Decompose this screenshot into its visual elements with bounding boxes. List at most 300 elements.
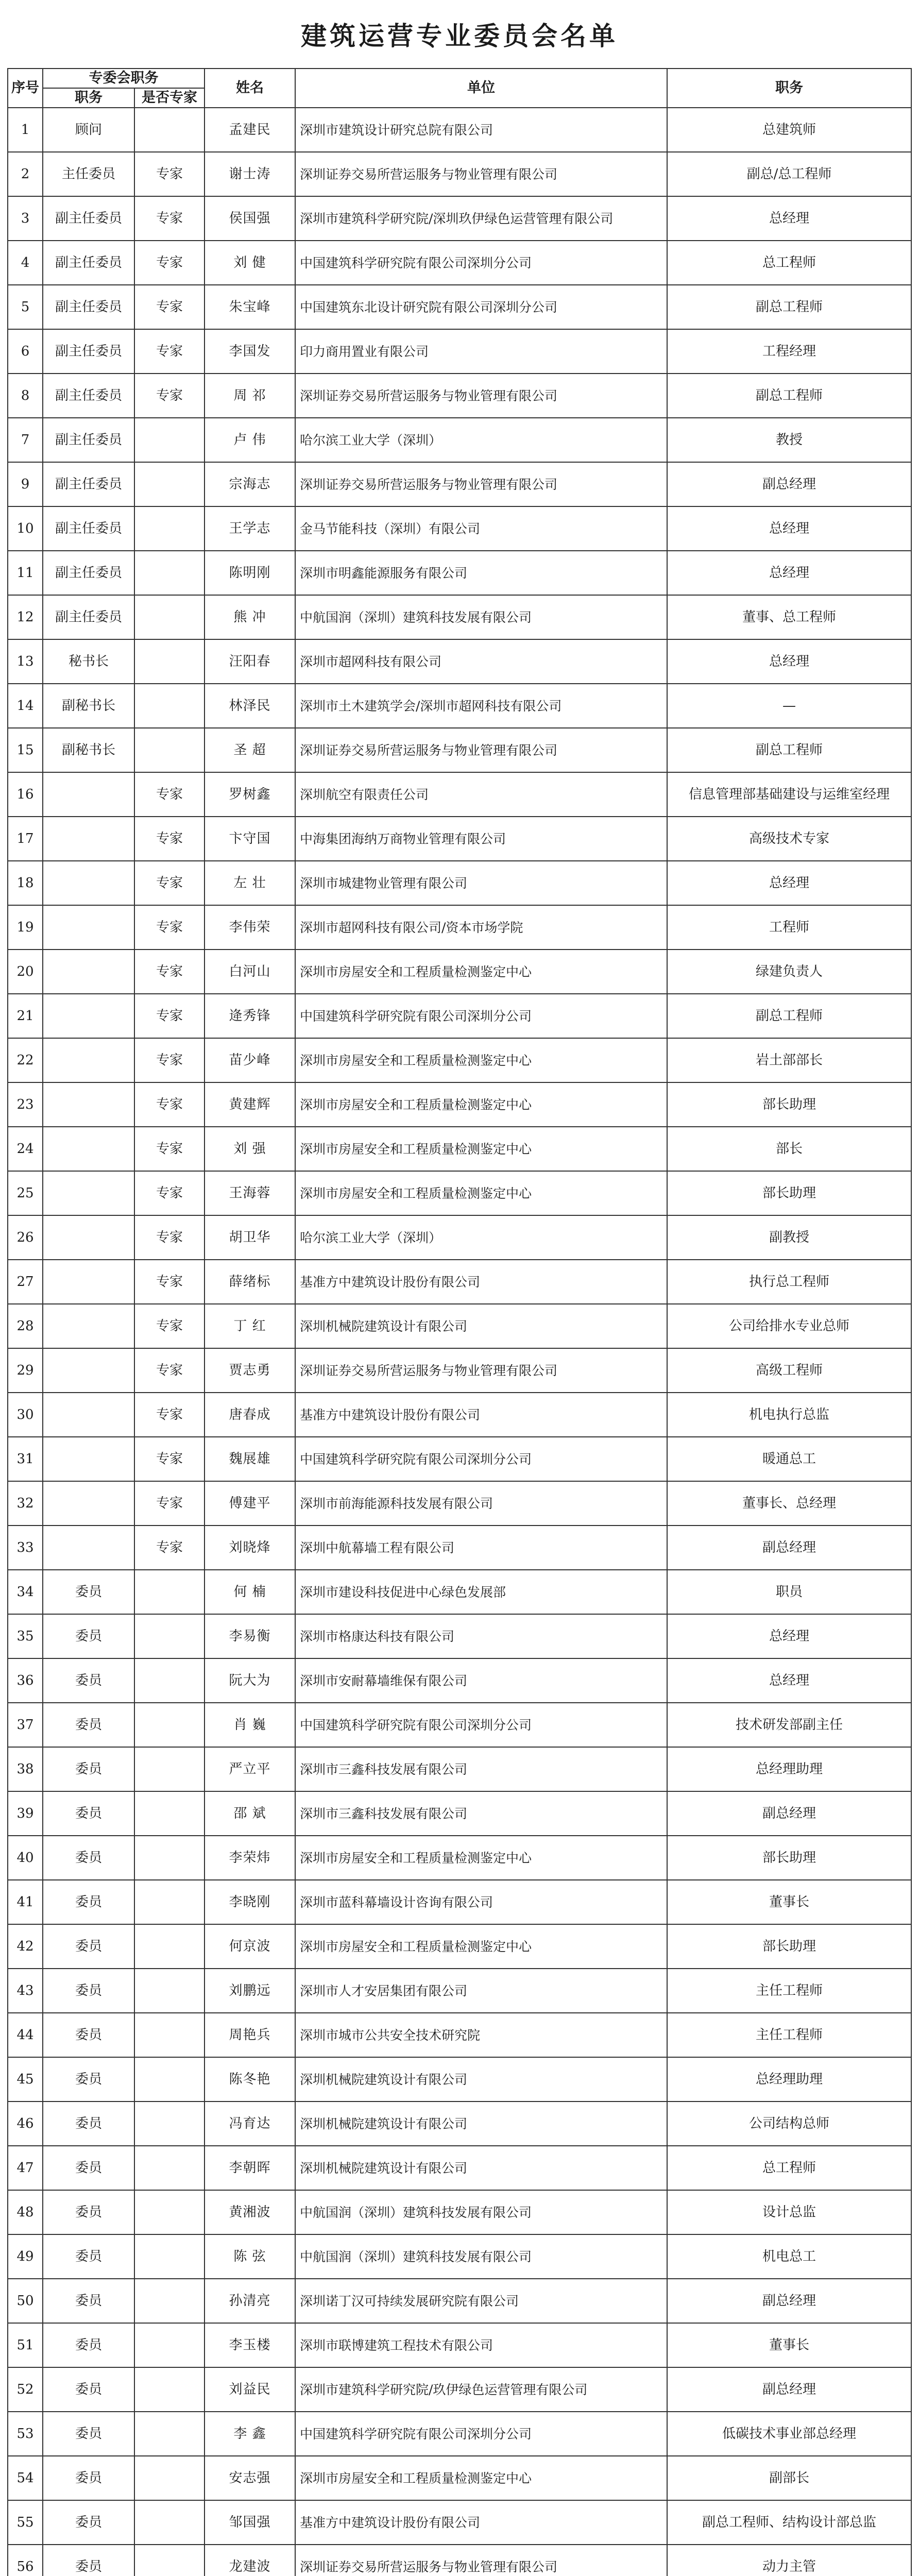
member-position: 部长助理 — [667, 1836, 911, 1880]
member-name: 胡卫华 — [205, 1215, 295, 1260]
table-row — [8, 506, 911, 551]
member-position: 副总经理 — [667, 2279, 911, 2323]
member-unit: 深圳市三鑫科技发展有限公司 — [295, 1791, 667, 1836]
member-unit: 深圳市建筑设计研究总院有限公司 — [295, 108, 667, 152]
table-row — [8, 1127, 911, 1171]
member-name: 薛绪标 — [205, 1260, 295, 1304]
expert-flag: 专家 — [134, 1304, 205, 1348]
member-unit: 深圳诺丁汉可持续发展研究院有限公司 — [295, 2279, 667, 2323]
table-row — [8, 2279, 911, 2323]
row-number: 53 — [8, 2412, 43, 2456]
member-unit: 哈尔滨工业大学（深圳） — [295, 418, 667, 462]
member-name: 李玉楼 — [205, 2323, 295, 2367]
expert-flag: 专家 — [134, 817, 205, 861]
member-position: 主任工程师 — [667, 1969, 911, 2013]
member-name: 贾志勇 — [205, 1348, 295, 1393]
member-position: 总经理 — [667, 639, 911, 684]
member-position: 技术研发部副主任 — [667, 1703, 911, 1747]
expert-flag — [134, 2057, 205, 2102]
committee-role: 委员 — [43, 2323, 134, 2367]
member-unit: 深圳市房屋安全和工程质量检测鉴定中心 — [295, 1171, 667, 1215]
expert-flag — [134, 2412, 205, 2456]
expert-flag: 专家 — [134, 950, 205, 994]
member-name: 邵 斌 — [205, 1791, 295, 1836]
committee-role — [43, 772, 134, 817]
member-position: 董事长、总经理 — [667, 1481, 911, 1526]
member-unit: 深圳证券交易所营运服务与物业管理有限公司 — [295, 374, 667, 418]
member-position: 动力主管 — [667, 2545, 911, 2576]
member-position: 副总经理 — [667, 1526, 911, 1570]
document-title: 建筑运营专业委员会名单 — [301, 21, 618, 51]
row-number: 29 — [8, 1348, 43, 1393]
committee-role — [43, 1082, 134, 1127]
member-unit: 基准方中建筑设计股份有限公司 — [295, 1393, 667, 1437]
expert-flag: 专家 — [134, 374, 205, 418]
committee-role: 副主任委员 — [43, 241, 134, 285]
row-number: 7 — [8, 418, 43, 462]
member-position: 机电执行总监 — [667, 1393, 911, 1437]
row-number: 10 — [8, 506, 43, 551]
table-row — [8, 1481, 911, 1526]
table-row — [8, 684, 911, 728]
committee-role: 委员 — [43, 2234, 134, 2279]
table-row — [8, 329, 911, 374]
table-row — [8, 108, 911, 152]
expert-flag — [134, 2013, 205, 2057]
committee-role: 委员 — [43, 2367, 134, 2412]
member-name: 刘 健 — [205, 241, 295, 285]
row-number: 37 — [8, 1703, 43, 1747]
member-position: 主任工程师 — [667, 2013, 911, 2057]
row-number: 30 — [8, 1393, 43, 1437]
expert-flag — [134, 728, 205, 772]
committee-role: 委员 — [43, 2190, 134, 2234]
table-row — [8, 1215, 911, 1260]
expert-flag: 专家 — [134, 1171, 205, 1215]
table-row — [8, 1614, 911, 1658]
table-row — [8, 2500, 911, 2545]
table-row — [8, 905, 911, 950]
member-position: 副总工程师 — [667, 374, 911, 418]
row-number: 26 — [8, 1215, 43, 1260]
member-unit: 中海集团海纳万商物业管理有限公司 — [295, 817, 667, 861]
member-position: 执行总工程师 — [667, 1260, 911, 1304]
row-number: 50 — [8, 2279, 43, 2323]
committee-role: 委员 — [43, 2500, 134, 2545]
committee-role: 委员 — [43, 1570, 134, 1614]
member-position: 公司给排水专业总师 — [667, 1304, 911, 1348]
member-unit: 深圳航空有限责任公司 — [295, 772, 667, 817]
member-unit: 基准方中建筑设计股份有限公司 — [295, 2500, 667, 2545]
committee-role: 委员 — [43, 2279, 134, 2323]
member-unit: 深圳市人才安居集团有限公司 — [295, 1969, 667, 2013]
committee-role: 副主任委员 — [43, 374, 134, 418]
member-unit: 中航国润（深圳）建筑科技发展有限公司 — [295, 595, 667, 639]
committee-role: 主任委员 — [43, 152, 134, 196]
committee-role: 副主任委员 — [43, 462, 134, 506]
committee-role — [43, 1171, 134, 1215]
expert-flag — [134, 1969, 205, 2013]
expert-flag — [134, 2146, 205, 2190]
row-number: 28 — [8, 1304, 43, 1348]
member-unit: 深圳市建筑科学研究院/深圳玖伊绿色运营管理有限公司 — [295, 196, 667, 241]
member-position: 总经理 — [667, 1658, 911, 1703]
member-name: 何 楠 — [205, 1570, 295, 1614]
member-name: 汪阳春 — [205, 639, 295, 684]
expert-flag — [134, 2323, 205, 2367]
row-number: 47 — [8, 2146, 43, 2190]
row-number: 9 — [8, 462, 43, 506]
member-name: 李 鑫 — [205, 2412, 295, 2456]
member-name: 李朝晖 — [205, 2146, 295, 2190]
member-position: 副总工程师 — [667, 728, 911, 772]
member-unit: 深圳市明鑫能源服务有限公司 — [295, 551, 667, 595]
member-unit: 深圳机械院建筑设计有限公司 — [295, 2057, 667, 2102]
member-position: 副总经理 — [667, 462, 911, 506]
committee-role: 委员 — [43, 1703, 134, 1747]
member-unit: 深圳市房屋安全和工程质量检测鉴定中心 — [295, 2456, 667, 2500]
member-unit: 深圳证券交易所营运服务与物业管理有限公司 — [295, 2545, 667, 2576]
member-position: 总经理助理 — [667, 1747, 911, 1791]
row-number: 51 — [8, 2323, 43, 2367]
member-name: 魏展雄 — [205, 1437, 295, 1481]
expert-flag — [134, 2456, 205, 2500]
committee-role: 委员 — [43, 1924, 134, 1969]
member-unit: 深圳市房屋安全和工程质量检测鉴定中心 — [295, 1082, 667, 1127]
member-name: 陈冬艳 — [205, 2057, 295, 2102]
member-name: 李易衡 — [205, 1614, 295, 1658]
member-position: — — [667, 684, 911, 728]
table-row — [8, 994, 911, 1038]
member-unit: 深圳市房屋安全和工程质量检测鉴定中心 — [295, 1924, 667, 1969]
committee-roster-table — [7, 68, 912, 2576]
member-unit: 深圳证券交易所营运服务与物业管理有限公司 — [295, 462, 667, 506]
member-name: 朱宝峰 — [205, 285, 295, 329]
table-row — [8, 2013, 911, 2057]
row-number: 6 — [8, 329, 43, 374]
table-row — [8, 462, 911, 506]
member-name: 李国发 — [205, 329, 295, 374]
expert-flag: 专家 — [134, 772, 205, 817]
member-unit: 深圳市房屋安全和工程质量检测鉴定中心 — [295, 1127, 667, 1171]
table-row — [8, 1260, 911, 1304]
committee-role: 委员 — [43, 1791, 134, 1836]
member-unit: 深圳市三鑫科技发展有限公司 — [295, 1747, 667, 1791]
expert-flag — [134, 2367, 205, 2412]
member-unit: 深圳市格康达科技有限公司 — [295, 1614, 667, 1658]
member-position: 总经理助理 — [667, 2057, 911, 2102]
member-name: 苗少峰 — [205, 1038, 295, 1082]
member-position: 工程师 — [667, 905, 911, 950]
expert-flag: 专家 — [134, 1127, 205, 1171]
table-row — [8, 196, 911, 241]
expert-flag — [134, 1836, 205, 1880]
table-row — [8, 285, 911, 329]
committee-role: 委员 — [43, 2456, 134, 2500]
member-position: 公司结构总师 — [667, 2102, 911, 2146]
expert-flag — [134, 1570, 205, 1614]
row-number: 33 — [8, 1526, 43, 1570]
member-name: 白河山 — [205, 950, 295, 994]
member-unit: 中国建筑科学研究院有限公司深圳分公司 — [295, 1703, 667, 1747]
member-name: 熊 冲 — [205, 595, 295, 639]
member-name: 丁 红 — [205, 1304, 295, 1348]
row-number: 15 — [8, 728, 43, 772]
table-row — [8, 1836, 911, 1880]
row-number: 40 — [8, 1836, 43, 1880]
table-row — [8, 1526, 911, 1570]
member-name: 圣 超 — [205, 728, 295, 772]
member-name: 孟建民 — [205, 108, 295, 152]
expert-flag — [134, 1658, 205, 1703]
expert-flag: 专家 — [134, 285, 205, 329]
member-name: 龙建波 — [205, 2545, 295, 2576]
committee-role: 委员 — [43, 1836, 134, 1880]
table-row — [8, 595, 911, 639]
member-name: 冯育达 — [205, 2102, 295, 2146]
committee-role — [43, 1348, 134, 1393]
member-position: 暖通总工 — [667, 1437, 911, 1481]
member-position: 岩土部部长 — [667, 1038, 911, 1082]
member-position: 副总工程师 — [667, 994, 911, 1038]
member-position: 总经理 — [667, 1614, 911, 1658]
row-number: 18 — [8, 861, 43, 905]
table-row — [8, 2323, 911, 2367]
member-name: 李荣炜 — [205, 1836, 295, 1880]
table-row — [8, 1304, 911, 1348]
member-unit: 深圳市建设科技促进中心绿色发展部 — [295, 1570, 667, 1614]
row-number: 21 — [8, 994, 43, 1038]
expert-flag: 专家 — [134, 1348, 205, 1393]
committee-role — [43, 994, 134, 1038]
member-unit: 中国建筑科学研究院有限公司深圳分公司 — [295, 1437, 667, 1481]
committee-role: 委员 — [43, 2412, 134, 2456]
committee-role — [43, 1526, 134, 1570]
table-row — [8, 2057, 911, 2102]
member-name: 谢士涛 — [205, 152, 295, 196]
row-number: 34 — [8, 1570, 43, 1614]
expert-flag: 专家 — [134, 329, 205, 374]
member-position: 总工程师 — [667, 241, 911, 285]
row-number: 16 — [8, 772, 43, 817]
member-name: 林泽民 — [205, 684, 295, 728]
table-row — [8, 772, 911, 817]
member-unit: 金马节能科技（深圳）有限公司 — [295, 506, 667, 551]
committee-role: 副主任委员 — [43, 418, 134, 462]
member-name: 陈 弦 — [205, 2234, 295, 2279]
member-position: 设计总监 — [667, 2190, 911, 2234]
member-unit: 基准方中建筑设计股份有限公司 — [295, 1260, 667, 1304]
committee-role: 委员 — [43, 2545, 134, 2576]
member-unit: 深圳市城建物业管理有限公司 — [295, 861, 667, 905]
table-row — [8, 1969, 911, 2013]
table-row — [8, 418, 911, 462]
expert-flag — [134, 1791, 205, 1836]
committee-role: 委员 — [43, 2057, 134, 2102]
row-number: 52 — [8, 2367, 43, 2412]
header-position: 职务 — [667, 69, 911, 108]
row-number: 4 — [8, 241, 43, 285]
table-row — [8, 1924, 911, 1969]
table-row — [8, 639, 911, 684]
member-position: 董事长 — [667, 2323, 911, 2367]
table-row — [8, 1747, 911, 1791]
member-unit: 哈尔滨工业大学（深圳） — [295, 1215, 667, 1260]
table-row — [8, 1038, 911, 1082]
row-number: 45 — [8, 2057, 43, 2102]
member-name: 陈明刚 — [205, 551, 295, 595]
table-row — [8, 1703, 911, 1747]
table-row — [8, 1570, 911, 1614]
table-row — [8, 2456, 911, 2500]
expert-flag: 专家 — [134, 241, 205, 285]
expert-flag: 专家 — [134, 196, 205, 241]
member-unit: 深圳中航幕墙工程有限公司 — [295, 1526, 667, 1570]
row-number: 39 — [8, 1791, 43, 1836]
member-unit: 深圳市蓝科幕墙设计咨询有限公司 — [295, 1880, 667, 1924]
row-number: 35 — [8, 1614, 43, 1658]
member-position: 总工程师 — [667, 2146, 911, 2190]
table-row — [8, 1791, 911, 1836]
member-name: 罗树鑫 — [205, 772, 295, 817]
committee-role: 副主任委员 — [43, 285, 134, 329]
member-unit: 深圳市安耐幕墙维保有限公司 — [295, 1658, 667, 1703]
row-number: 1 — [8, 108, 43, 152]
committee-role — [43, 1127, 134, 1171]
roster-body — [8, 108, 911, 2576]
member-position: 职员 — [667, 1570, 911, 1614]
committee-role — [43, 861, 134, 905]
member-unit: 深圳市房屋安全和工程质量检测鉴定中心 — [295, 1038, 667, 1082]
row-number: 46 — [8, 2102, 43, 2146]
table-row — [8, 1393, 911, 1437]
member-name: 卞守国 — [205, 817, 295, 861]
member-name: 刘鹏远 — [205, 1969, 295, 2013]
row-number: 49 — [8, 2234, 43, 2279]
row-number: 19 — [8, 905, 43, 950]
expert-flag: 专家 — [134, 905, 205, 950]
table-row — [8, 1658, 911, 1703]
expert-flag — [134, 684, 205, 728]
member-name: 傅建平 — [205, 1481, 295, 1526]
committee-role: 副主任委员 — [43, 196, 134, 241]
member-name: 王学志 — [205, 506, 295, 551]
member-name: 周艳兵 — [205, 2013, 295, 2057]
committee-role — [43, 905, 134, 950]
committee-role: 委员 — [43, 1969, 134, 2013]
member-position: 总经理 — [667, 506, 911, 551]
expert-flag — [134, 2279, 205, 2323]
committee-role — [43, 1304, 134, 1348]
member-position: 副总/总工程师 — [667, 152, 911, 196]
committee-role: 副秘书长 — [43, 728, 134, 772]
member-position: 总建筑师 — [667, 108, 911, 152]
committee-role — [43, 1481, 134, 1526]
member-name: 严立平 — [205, 1747, 295, 1791]
row-number: 23 — [8, 1082, 43, 1127]
row-number: 2 — [8, 152, 43, 196]
table-row — [8, 2367, 911, 2412]
member-position: 副总工程师、结构设计部总监 — [667, 2500, 911, 2545]
table-row — [8, 1171, 911, 1215]
member-name: 邹国强 — [205, 2500, 295, 2545]
expert-flag: 专家 — [134, 1481, 205, 1526]
member-position: 董事、总工程师 — [667, 595, 911, 639]
member-position: 副教授 — [667, 1215, 911, 1260]
member-position: 绿建负责人 — [667, 950, 911, 994]
expert-flag — [134, 1747, 205, 1791]
member-name: 何京波 — [205, 1924, 295, 1969]
committee-role — [43, 950, 134, 994]
expert-flag — [134, 1614, 205, 1658]
member-position: 副部长 — [667, 2456, 911, 2500]
member-position: 高级技术专家 — [667, 817, 911, 861]
expert-flag: 专家 — [134, 1526, 205, 1570]
expert-flag: 专家 — [134, 861, 205, 905]
row-number: 13 — [8, 639, 43, 684]
expert-flag — [134, 506, 205, 551]
member-name: 肖 巍 — [205, 1703, 295, 1747]
committee-role: 委员 — [43, 1614, 134, 1658]
table-row — [8, 2545, 911, 2576]
committee-role: 秘书长 — [43, 639, 134, 684]
row-number: 54 — [8, 2456, 43, 2500]
member-position: 信息管理部基础建设与运维室经理 — [667, 772, 911, 817]
header-unit: 单位 — [295, 69, 667, 108]
expert-flag: 专家 — [134, 1260, 205, 1304]
member-unit: 深圳市土木建筑学会/深圳市超网科技有限公司 — [295, 684, 667, 728]
committee-role: 副主任委员 — [43, 595, 134, 639]
member-position: 低碳技术事业部总经理 — [667, 2412, 911, 2456]
row-number: 8 — [8, 374, 43, 418]
member-unit: 深圳市房屋安全和工程质量检测鉴定中心 — [295, 1836, 667, 1880]
member-position: 总经理 — [667, 861, 911, 905]
expert-flag: 专家 — [134, 152, 205, 196]
member-position: 工程经理 — [667, 329, 911, 374]
member-position: 机电总工 — [667, 2234, 911, 2279]
header-committee-role-group: 专委会职务 — [43, 69, 205, 88]
expert-flag — [134, 2500, 205, 2545]
member-name: 唐春成 — [205, 1393, 295, 1437]
member-position: 部长助理 — [667, 1924, 911, 1969]
expert-flag: 专家 — [134, 1437, 205, 1481]
member-name: 李伟荣 — [205, 905, 295, 950]
table-row — [8, 551, 911, 595]
table-row — [8, 2146, 911, 2190]
member-position: 总经理 — [667, 196, 911, 241]
member-name: 左 壮 — [205, 861, 295, 905]
member-position: 高级工程师 — [667, 1348, 911, 1393]
table-row — [8, 1348, 911, 1393]
member-position: 部长助理 — [667, 1171, 911, 1215]
committee-role: 副主任委员 — [43, 329, 134, 374]
row-number: 36 — [8, 1658, 43, 1703]
member-unit: 深圳市建筑科学研究院/玖伊绿色运营管理有限公司 — [295, 2367, 667, 2412]
table-row — [8, 241, 911, 285]
table-row — [8, 2412, 911, 2456]
member-unit: 中国建筑东北设计研究院有限公司深圳分公司 — [295, 285, 667, 329]
member-unit: 深圳市超网科技有限公司 — [295, 639, 667, 684]
expert-flag: 专家 — [134, 994, 205, 1038]
expert-flag — [134, 462, 205, 506]
table-row — [8, 728, 911, 772]
member-unit: 中航国润（深圳）建筑科技发展有限公司 — [295, 2234, 667, 2279]
expert-flag: 专家 — [134, 1038, 205, 1082]
header-name: 姓名 — [205, 69, 295, 108]
row-number: 22 — [8, 1038, 43, 1082]
expert-flag: 专家 — [134, 1082, 205, 1127]
member-unit: 深圳机械院建筑设计有限公司 — [295, 1304, 667, 1348]
